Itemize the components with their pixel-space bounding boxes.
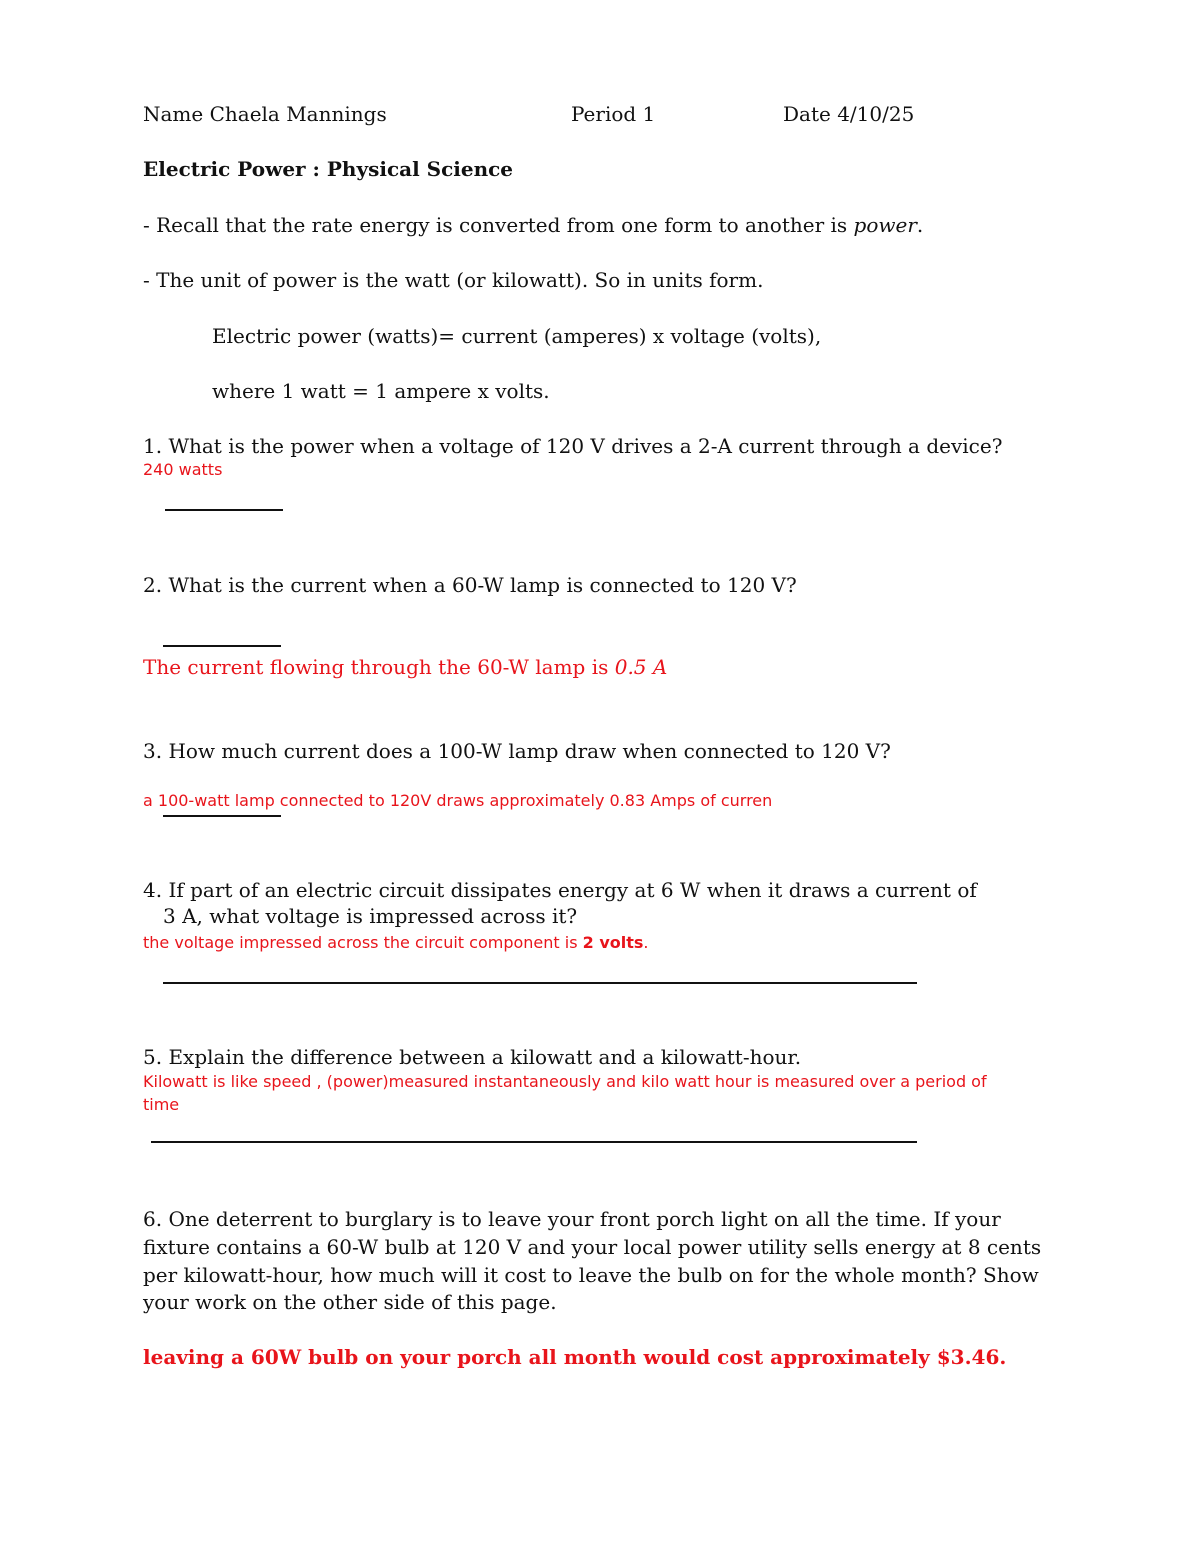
answer-line-2 <box>163 645 281 647</box>
answer-5-line-2: time <box>143 1095 180 1114</box>
answer-line-1 <box>165 509 283 511</box>
question-6-line-1: 6. One deterrent to burglary is to leave your front porch light on all the time. If your <box>143 1207 1001 1231</box>
answer-line-3 <box>163 815 281 817</box>
answer-4-period: . <box>643 933 649 952</box>
answer-4-value: 2 volts <box>582 933 644 952</box>
answer-5-line-1: Kilowatt is like speed , (power)measured instantaneously and kilo watt hour is measured over a period of <box>143 1072 987 1091</box>
class-period: Period 1 <box>571 102 656 126</box>
answer-3: a 100-watt lamp connected to 120V draws approximately 0.83 Amps of curren <box>143 791 773 810</box>
formula-line-2: where 1 watt = 1 ampere x volts. <box>212 379 550 403</box>
formula-line-1: Electric power (watts)= current (amperes) x voltage (volts), <box>212 324 822 348</box>
answer-1: 240 watts <box>143 460 223 479</box>
answer-2-text: The current flowing through the 60-W lamp is <box>143 655 615 679</box>
intro-line-1-period: . <box>916 213 924 237</box>
question-6-line-2: fixture contains a 60-W bulb at 120 V and your local power utility sells energy at 8 cents <box>143 1235 1042 1259</box>
student-name: Name Chaela Mannings <box>143 102 387 126</box>
answer-4 <box>143 935 649 951</box>
answer-line-5 <box>151 1141 917 1143</box>
date-field: Date 4/10/25 <box>783 102 915 126</box>
intro-line-1 <box>143 215 923 235</box>
question-4-line-2: 3 A, what voltage is impressed across it? <box>163 904 578 928</box>
answer-2-value: 0.5 A <box>614 655 668 679</box>
answer-6: leaving a 60W bulb on your porch all month would cost approximately $3.46. <box>143 1345 1007 1369</box>
question-2: 2. What is the current when a 60-W lamp is connected to 120 V? <box>143 573 797 597</box>
question-5: 5. Explain the difference between a kilowatt and a kilowatt-hour. <box>143 1045 802 1069</box>
intro-line-1-text: - Recall that the rate energy is converted from one form to another is <box>143 213 854 237</box>
question-4-line-1: 4. If part of an electric circuit dissipates energy at 6 W when it draws a current of <box>143 878 977 902</box>
intro-line-2: - The unit of power is the watt (or kilowatt). So in units form. <box>143 268 764 292</box>
question-1: 1. What is the power when a voltage of 120 V drives a 2-A current through a device? <box>143 434 1003 458</box>
answer-line-4 <box>163 982 917 984</box>
question-3: 3. How much current does a 100-W lamp draw when connected to 120 V? <box>143 739 891 763</box>
intro-emphasis-power: power <box>853 213 917 237</box>
answer-4-text: the voltage impressed across the circuit component is <box>143 933 583 952</box>
question-6-line-3: per kilowatt-hour, how much will it cost to leave the bulb on for the whole month? Show <box>143 1263 1039 1287</box>
worksheet-title: Electric Power : Physical Science <box>143 157 514 181</box>
answer-2 <box>143 657 667 677</box>
question-6-line-4: your work on the other side of this page. <box>143 1290 557 1314</box>
